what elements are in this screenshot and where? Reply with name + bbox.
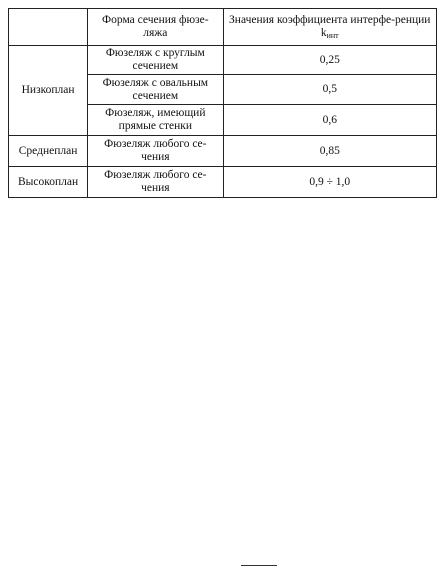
header-empty-cell (9, 9, 88, 46)
interference-coefficient-table (8, 8, 437, 198)
coefficient-value: 0,85 (223, 136, 436, 167)
fuselage-cell: Фюзеляж с овальным сечением (88, 75, 223, 105)
coefficient-value: 0,5 (223, 75, 436, 105)
header-coefficient-text: Значения коэффициента интерфе-ренции k (229, 14, 431, 39)
header-coefficient (223, 9, 436, 46)
table-header-row (9, 9, 437, 46)
wing-position-high: Высокоплан (9, 167, 88, 198)
fuselage-cell: Фюзеляж, имеющий прямые стенки (88, 105, 223, 136)
coefficient-value: 0,9 ÷ 1,0 (223, 167, 436, 198)
wing-position-low: Низкоплан (9, 46, 88, 136)
table-row (9, 136, 437, 167)
wing-position-mid: Среднеплан (9, 136, 88, 167)
coefficient-value: 0,6 (223, 105, 436, 136)
header-fuselage-shape: Форма сечения фюзе-ляжа (88, 9, 223, 46)
table-row (9, 46, 437, 75)
fuselage-cell: Фюзеляж любого се-чения (88, 167, 223, 198)
table-row (9, 167, 437, 198)
coefficient-value: 0,25 (223, 46, 436, 75)
fuselage-cell: Фюзеляж любого се-чения (88, 136, 223, 167)
fuselage-cell: Фюзеляж с круглым сечением (88, 46, 223, 75)
header-coefficient-subscript: инт (326, 31, 339, 40)
